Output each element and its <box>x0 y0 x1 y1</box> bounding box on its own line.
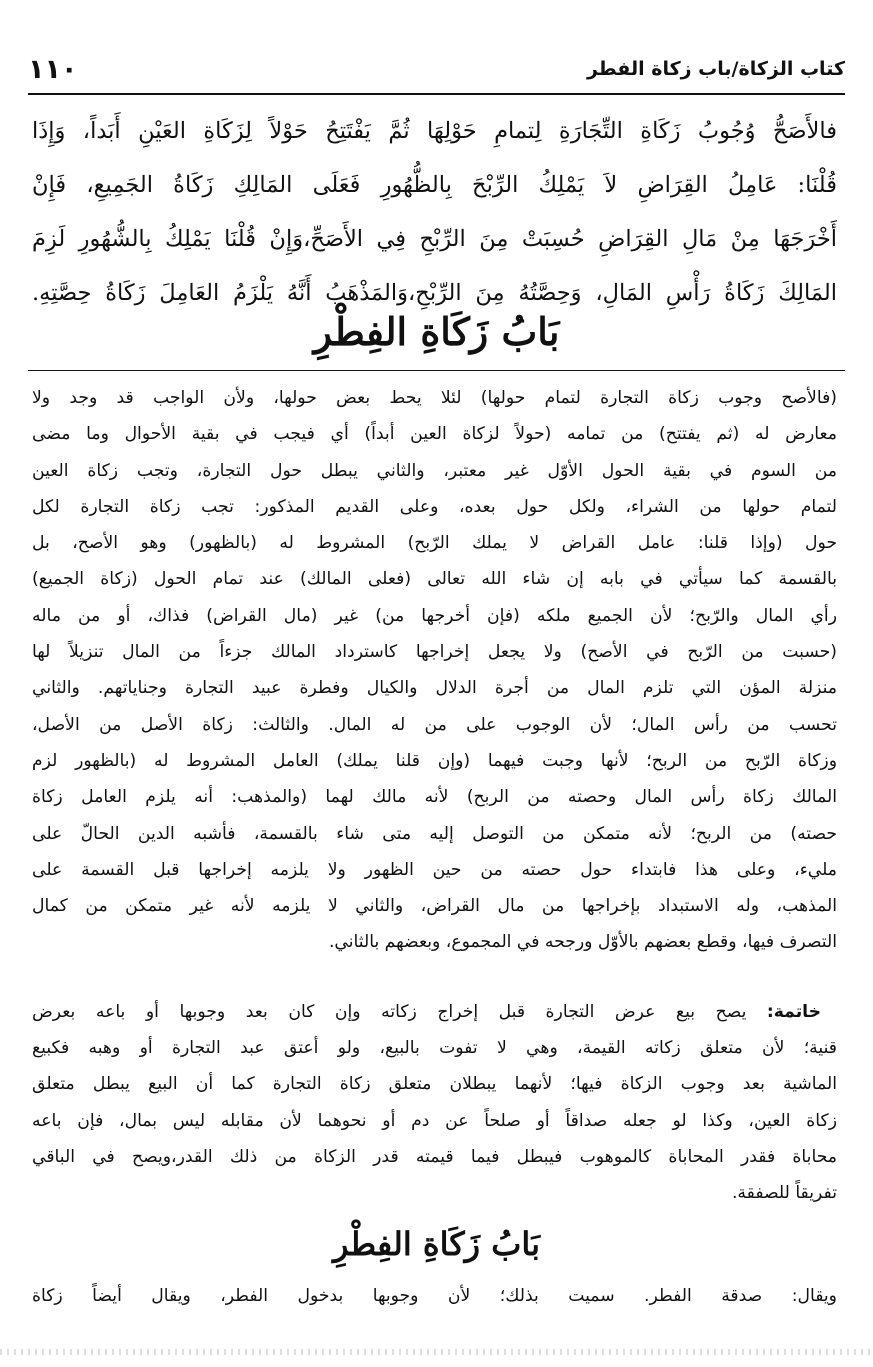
khatima-line: تفريقاً للصفقة. <box>731 1182 837 1203</box>
header-rule <box>28 93 845 95</box>
sharh-line: المالك زكاة رأس المال وحصته من الربح) لأنه مالك لهما (والمذهب: أنه يلزم العامل زكاة <box>32 787 837 808</box>
sharh-commentary <box>32 380 837 961</box>
scan-edge-noise <box>0 1349 873 1355</box>
sharh-line: التصرف فيها، وقطع بعضهم بالأوّل ورجحه في المجموع، وبعضهم بالثاني. <box>328 932 837 953</box>
khatima-first-line-text: يصح بيع عرض التجارة قبل إخراج زكاته وإن كان بعد وجوبها أو باعه بعرض <box>32 1002 767 1022</box>
sharh-line: رأي المال والرّبح؛ لأن الجميع ملكه (فإن أخرجها من) غير (مال القراض) فذاك، أو من ماله <box>32 605 837 626</box>
sharh-line: (حسبت من الرّبح في الأصح) ولا يجعل إخراجها كاسترداد المالك جزءاً من المال تنزيلاً لها <box>32 642 837 663</box>
sharh-line: حصته) من الربح؛ لأنه متمكن من التوصل إليه متى شاء بالقسمة، فأشبه الدين الحالّ على <box>32 823 837 844</box>
sharh-line: المذهب، وله الاستبداد بإخراجها من مال القراض، والثاني لا يلزمه لأنه غير متمكن من كمال <box>32 896 837 917</box>
sharh-line: وزكاة الرّبح من الربح؛ لأنها وجبت فيهما (وإن قلنا يملك) العامل المشروط له (بالظهور لزم <box>32 750 837 771</box>
matn-line: فالأَصَحُّ وُجُوبُ زَكَاةِ التِّجَارَةِ لِتمامِ حَوْلِهَا ثُمَّ يَفْتَتِحُ حَوْلاً لِزَكَاةِ العَيْنِ أَبَداً، وَإِذَا <box>32 118 837 144</box>
chapter-heading-sharh: بَابُ زَكَاةِ الفِطْرِ <box>333 1225 540 1263</box>
khatima-first-line <box>32 994 837 1030</box>
khatima-line: الماشية بعد وجوب الزكاة فيها؛ لأنهما يبطلان متعلق زكاة التجارة كما أن البيع يبطل متعلق <box>32 1074 837 1095</box>
sharh-line: من السوم في بقية الحول الأوّل غير معتبر، والثاني يبطل حول التجارة، وتجب زكاة العين <box>32 460 837 481</box>
khatima-line: قنية؛ لأن متعلق زكاته القيمة، وهي لا تفوت بالبيع، ولو أعتق عبد التجارة أو وهبه فكبيع <box>32 1038 837 1059</box>
sharh-line: مليء، وعلى هذا فابتداء حول حصته من حين الظهور ولا يلزمه إخراجها قبل القسمة على <box>32 859 837 880</box>
closing-line: ويقال: صدقة الفطر. سميت بذلك؛ لأن وجوبها بدخول الفطر، ويقال أيضاً زكاة <box>32 1286 837 1306</box>
sharh-line: تحسب من رأس المال؛ لأن الوجوب على من له المال. والثالث: زكاة الأصل من الأصل، <box>32 714 837 735</box>
running-title: كتاب الزكاة/باب زكاة الفطر <box>586 58 845 80</box>
sharh-line: بالقسمة كما سيأتي في بابه إن شاء الله تعالى (فعلى المالك) عند تمام الحول (زكاة الجميع) <box>32 569 837 590</box>
khatima-label: خاتمة: <box>766 1002 821 1022</box>
sharh-line: معارض له (ثم يفتتح) من تمامه (حولاً لزكاة العين أبداً) أي فيجب في بقية الأحوال وما مضى <box>32 424 837 445</box>
page-number: ١١٠ <box>28 53 78 85</box>
sharh-line: (فالأصح وجوب زكاة التجارة لتمام حولها) لئلا يحط بعض حولها، ولأن الواجب قد وجد ولا <box>32 388 837 408</box>
khatima-line: محاباة فقدر المحاباة كالموهوب فيبطل فيما قيمته قدر الزكاة من ذلك القدر،ويصح في الباقي <box>32 1146 837 1167</box>
khatima-paragraph <box>32 994 837 1211</box>
matn-line: قُلْنَا: عَامِلُ القِرَاضِ لاَ يَمْلِكُ الرِّبْحَ بِالظُّهُورِ فَعَلَى المَالِكِ زَكَاةُ الجَمِيعِ، فَإِنْ <box>32 172 837 198</box>
matn-line: المَالِكَ زَكَاةُ رَأْسِ المَالِ، وَحِصَّتُهُ مِنَ الرِّبْحِ،وَالمَذْهَبُ أَنَّهُ يَلْزَمُ العَامِلَ زَكَاةُ حِصَّتِهِ. <box>32 280 837 306</box>
matn-line: أَخْرَجَهَا مِنْ مَالِ القِرَاضِ حُسِبَتْ مِنَ الرِّبْحِ فِي الأَصَحِّ،وَإِنْ قُلْنَا يَمْلِكُ بِالشُّهُورِ لَزِمَ <box>32 226 837 252</box>
sharh-line: منزلة المؤن التي تلزم المال من أجرة الدلال والكيال وفطرة عبيد التجارة وجناياتهم. والثاني <box>32 678 837 699</box>
matn-text <box>32 104 837 320</box>
sharh-line: حول (وإذا قلنا: عامل القراض لا يملك الرّبح) المشروط له (بالظهور) وهو الأصح، بل <box>32 533 837 554</box>
khatima-line: زكاة العين، وكذا لو جعله صداقاً أو صلحاً عن دم أو نحوهما لأن مقابله ليس بمال، فإن باعه <box>32 1110 837 1131</box>
page-header <box>28 46 845 92</box>
chapter-heading: بَابُ زَكَاةِ الفِطْرِ <box>313 309 560 354</box>
matn-sharh-divider <box>28 370 845 371</box>
sharh-line: لتمام حولها من الشراء، ولكل حول بعده، وعلى القديم المذكور: تجب زكاة التجارة لكل <box>32 496 837 517</box>
